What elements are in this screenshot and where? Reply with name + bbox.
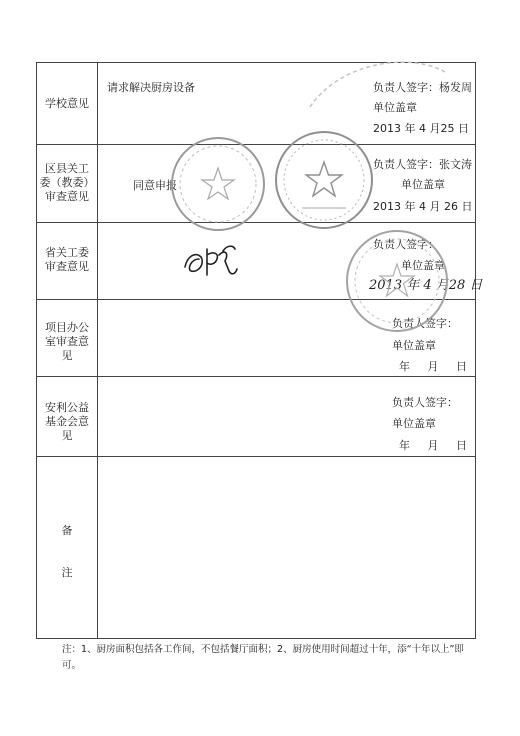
school-date: 2013 年 4 月25 日 bbox=[373, 122, 469, 135]
foundation-date: 年 月 日 bbox=[399, 439, 467, 452]
column-divider bbox=[97, 63, 98, 638]
county-date: 2013 年 4 月 26 日 bbox=[373, 200, 473, 213]
handwritten-signature bbox=[177, 237, 247, 287]
remarks-label-bottom: 注 bbox=[61, 566, 73, 579]
school-opinion-text: 请求解决厨房设备 bbox=[107, 81, 195, 94]
province-opinion-label: 省关工委 审查意见 bbox=[45, 246, 89, 273]
province-date-handwritten: 2013 年 4 月28 日 bbox=[369, 278, 483, 293]
row-divider bbox=[37, 456, 475, 457]
school-opinion-label: 学校意见 bbox=[45, 97, 89, 110]
province-sign-label: 负责人签字： bbox=[373, 238, 439, 251]
county-opinion-text: 同意申报 bbox=[133, 179, 177, 192]
county-sign-label: 负责人签字：张文涛 bbox=[373, 158, 472, 171]
foundation-seal-label: 单位盖章 bbox=[392, 417, 436, 430]
province-seal-label: 单位盖章 bbox=[401, 259, 445, 272]
county-opinion-label: 区县关工 委（教委） 审查意见 bbox=[39, 162, 95, 203]
foundation-opinion-label: 安利公益 基金会意 见 bbox=[45, 401, 89, 442]
row-divider bbox=[37, 376, 475, 377]
school-seal-partial bbox=[300, 52, 450, 112]
school-sign-label: 负责人签字：杨发周 bbox=[373, 81, 472, 94]
project-office-label: 项目办公 室审查意 见 bbox=[45, 321, 89, 362]
project-office-sign-label: 负责人签字： bbox=[392, 317, 458, 330]
province-committee-seal bbox=[342, 226, 452, 336]
county-committee-seal bbox=[272, 128, 376, 232]
school-seal-label: 单位盖章 bbox=[373, 101, 417, 114]
project-office-date: 年 月 日 bbox=[399, 360, 467, 373]
foundation-sign-label: 负责人签字： bbox=[392, 396, 458, 409]
project-office-seal-label: 单位盖章 bbox=[392, 339, 436, 352]
footnote: 注：1、厨房面积包括各工作间，不包括餐厅面积；2、厨房使用时间超过十年，添“十年以上”即可。 bbox=[62, 644, 464, 671]
education-bureau-seal bbox=[168, 134, 268, 234]
remarks-label-top: 备 bbox=[61, 524, 73, 537]
county-seal-label: 单位盖章 bbox=[401, 178, 445, 191]
